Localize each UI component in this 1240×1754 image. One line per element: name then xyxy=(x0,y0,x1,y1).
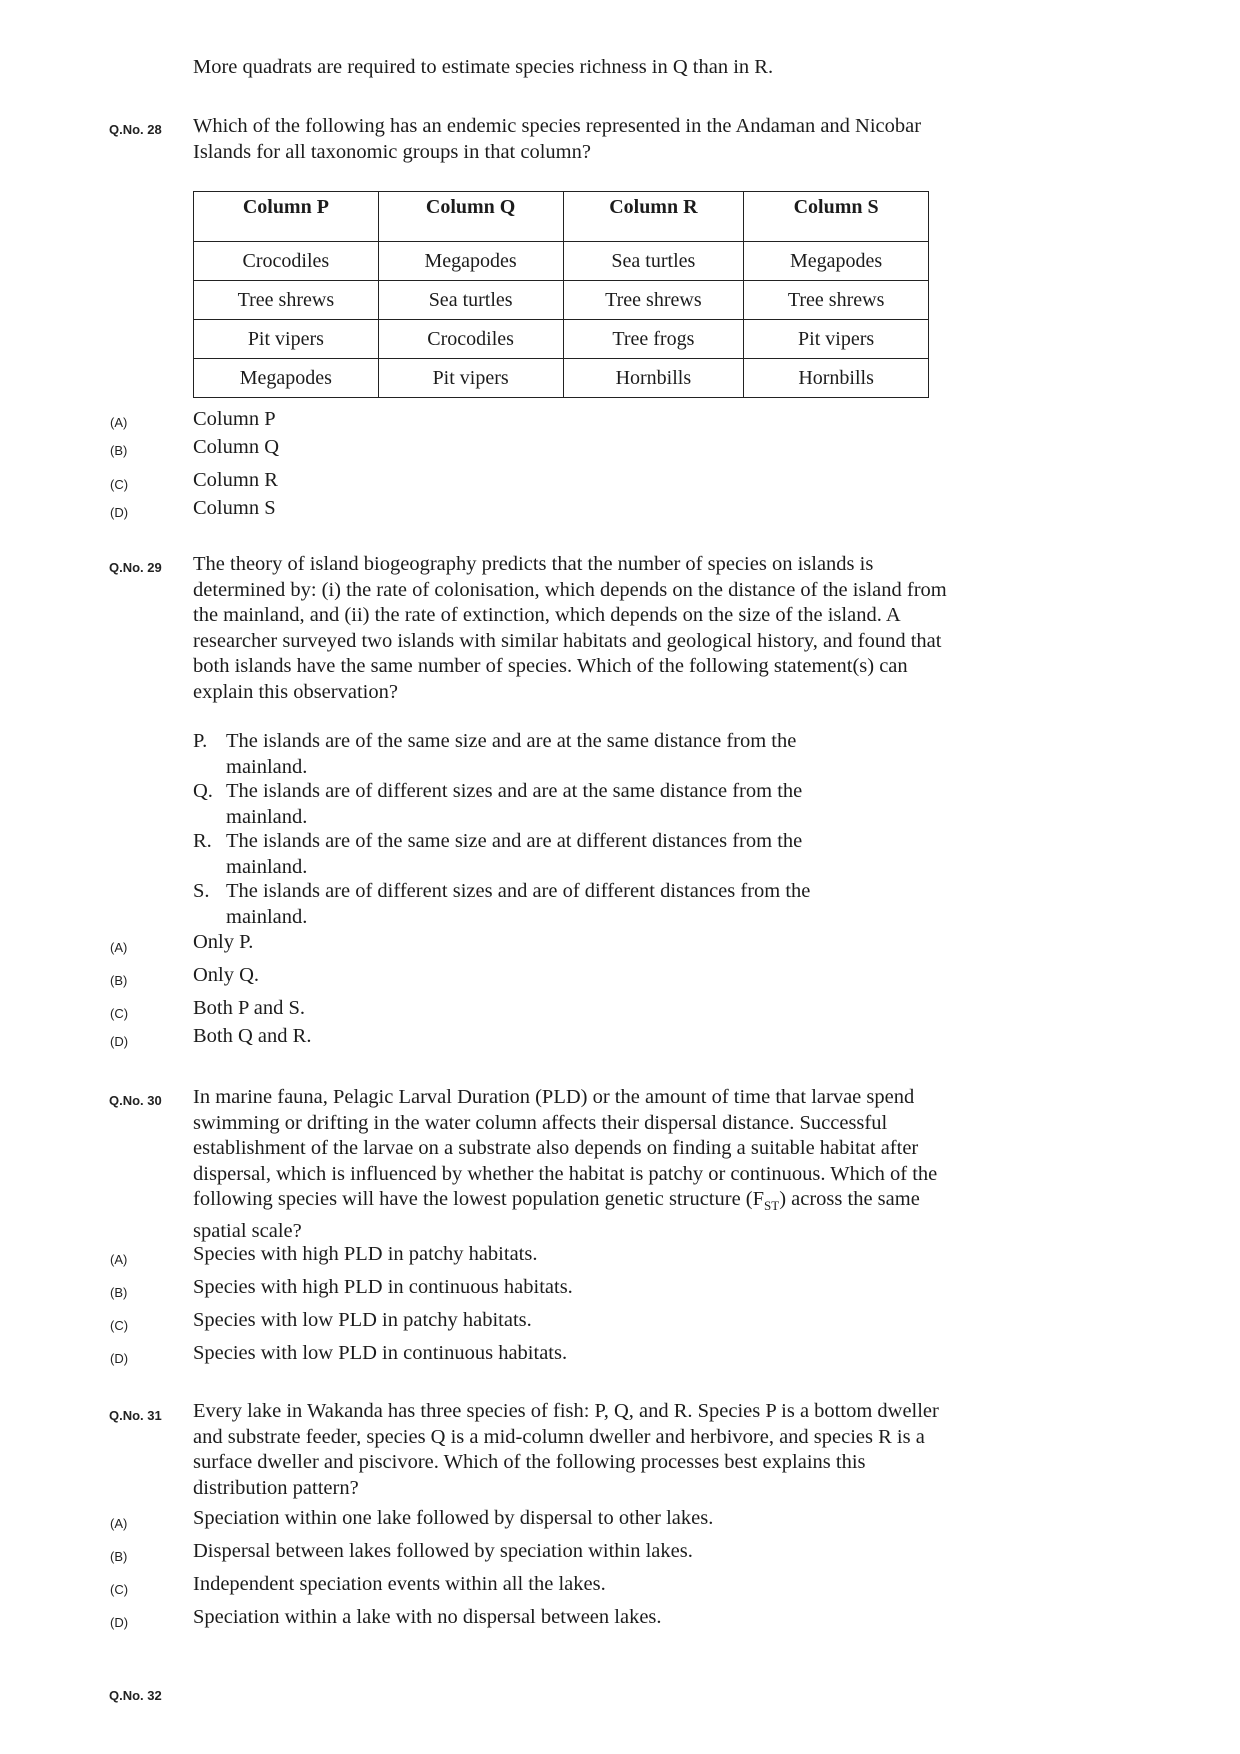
option-label: (D) xyxy=(110,1351,129,1366)
statement-text-cont: mainland. xyxy=(226,905,308,928)
table-cell: Sea turtles xyxy=(378,281,563,320)
question-number: Q.No. 32 xyxy=(109,1688,162,1703)
option-label: (C) xyxy=(110,1582,129,1597)
option-label: (A) xyxy=(110,1252,128,1267)
option-text: Species with high PLD in continuous habitats. xyxy=(193,1276,573,1298)
table-cell: Pit vipers xyxy=(744,320,929,359)
option-text: Both Q and R. xyxy=(193,1025,312,1047)
option-text: Only P. xyxy=(193,931,254,953)
table-cell: Hornbills xyxy=(744,359,929,398)
table-row xyxy=(194,320,929,359)
table-header: Column R xyxy=(563,192,744,242)
statement-text-cont: mainland. xyxy=(226,805,308,828)
table-cell: Tree shrews xyxy=(563,281,744,320)
columns-table xyxy=(193,191,929,398)
option-label: (B) xyxy=(110,1549,128,1564)
subscript-st: ST xyxy=(764,1198,780,1214)
table-cell: Pit vipers xyxy=(194,320,379,359)
option-text: Dispersal between lakes followed by speciation within lakes. xyxy=(193,1540,693,1562)
option-label: (A) xyxy=(110,940,128,955)
option-label: (B) xyxy=(110,1285,128,1300)
question-text: Which of the following has an endemic species represented in the Andaman and Nicobar Islands for all taxonomic groups in that column? xyxy=(193,115,922,163)
table-cell: Megapodes xyxy=(744,242,929,281)
option-label: (C) xyxy=(110,477,129,492)
statement-text: The islands are of different sizes and are at the same distance from the xyxy=(226,780,803,802)
table-header: Column P xyxy=(194,192,379,242)
table-header: Column S xyxy=(744,192,929,242)
option-text: Column S xyxy=(193,497,276,519)
statement-letter: S. xyxy=(193,880,210,902)
option-label: (B) xyxy=(110,443,128,458)
table-row xyxy=(194,242,929,281)
statement-letter: Q. xyxy=(193,780,213,802)
option-text: Only Q. xyxy=(193,964,260,986)
table-cell: Tree shrews xyxy=(194,281,379,320)
statement-item xyxy=(193,779,893,830)
table-cell: Tree frogs xyxy=(563,320,744,359)
table-header: Column Q xyxy=(378,192,563,242)
question-number: Q.No. 31 xyxy=(109,1408,162,1423)
option-label: (A) xyxy=(110,415,128,430)
statement-letter: R. xyxy=(193,830,212,852)
option-label: (C) xyxy=(110,1318,129,1333)
option-text: Column Q xyxy=(193,436,279,458)
option-text: Species with low PLD in continuous habitats. xyxy=(193,1342,568,1364)
statement-letter: P. xyxy=(193,730,208,752)
statement-text-cont: mainland. xyxy=(226,755,308,778)
option-label: (B) xyxy=(110,973,128,988)
option-label: (D) xyxy=(110,1034,129,1049)
table-cell: Tree shrews xyxy=(744,281,929,320)
option-text: Both P and S. xyxy=(193,997,306,1019)
option-label: (D) xyxy=(110,1615,129,1630)
table-cell: Sea turtles xyxy=(563,242,744,281)
option-label: (A) xyxy=(110,1516,128,1531)
table-cell: Hornbills xyxy=(563,359,744,398)
table-cell: Pit vipers xyxy=(378,359,563,398)
question-number: Q.No. 30 xyxy=(109,1093,162,1108)
statement-text: The islands are of different sizes and are of different distances from the xyxy=(226,880,811,902)
option-text: Species with low PLD in patchy habitats. xyxy=(193,1309,532,1331)
statement-text: The islands are of the same size and are at different distances from the xyxy=(226,830,803,852)
table-cell: Megapodes xyxy=(378,242,563,281)
table-cell: Crocodiles xyxy=(194,242,379,281)
table-cell: Crocodiles xyxy=(378,320,563,359)
option-text: Species with high PLD in patchy habitats. xyxy=(193,1243,538,1265)
question-text-end: ) across the same spatial scale? xyxy=(193,1188,920,1242)
statement-text: The islands are of the same size and are at the same distance from the xyxy=(226,730,797,752)
question-number: Q.No. 28 xyxy=(109,122,162,137)
table-header-row xyxy=(194,192,929,242)
option-text: Column P xyxy=(193,408,276,430)
question-text-main: In marine fauna, Pelagic Larval Duration (PLD) or the amount of time that larvae spend swimming or drifting in the water column affects their dispersal distance. Successful establishment of the larvae on a substrate also depends on finding a suitable habitat after dispersal, which is influenced by whether the habitat is patchy or continuous. Which of the following species will have the lowest population genetic structure (F xyxy=(193,1086,938,1210)
option-label: (D) xyxy=(110,505,129,520)
option-text: Independent speciation events within all the lakes. xyxy=(193,1573,606,1595)
option-text: Speciation within a lake with no dispersal between lakes. xyxy=(193,1606,662,1628)
statement-text-cont: mainland. xyxy=(226,855,308,878)
table-row xyxy=(194,359,929,398)
option-label: (C) xyxy=(110,1006,129,1021)
carryover-statement: More quadrats are required to estimate species richness in Q than in R. xyxy=(193,56,774,78)
statement-item xyxy=(193,829,893,880)
question-text xyxy=(193,1085,953,1244)
question-number: Q.No. 29 xyxy=(109,560,162,575)
question-text: Every lake in Wakanda has three species of fish: P, Q, and R. Species P is a bottom dweller and substrate feeder, species Q is a mid-column dweller and herbivore, and species R is a surface dweller and piscivore. Which of the following processes best explains this distribution pattern? xyxy=(193,1400,939,1499)
option-text: Speciation within one lake followed by dispersal to other lakes. xyxy=(193,1507,714,1529)
statement-item xyxy=(193,879,893,930)
table-cell: Megapodes xyxy=(194,359,379,398)
question-text: The theory of island biogeography predicts that the number of species on islands is determined by: (i) the rate of colonisation, which depends on the distance of the island from the mainland, and (ii) the rate of extinction, which depends on the size of the island. A researcher surveyed two islands with similar habitats and geological history, and found that both islands have the same number of species. Which of the following statement(s) can explain this observation? xyxy=(193,553,947,703)
table-row xyxy=(194,281,929,320)
statement-item xyxy=(193,729,893,780)
option-text: Column R xyxy=(193,469,278,491)
